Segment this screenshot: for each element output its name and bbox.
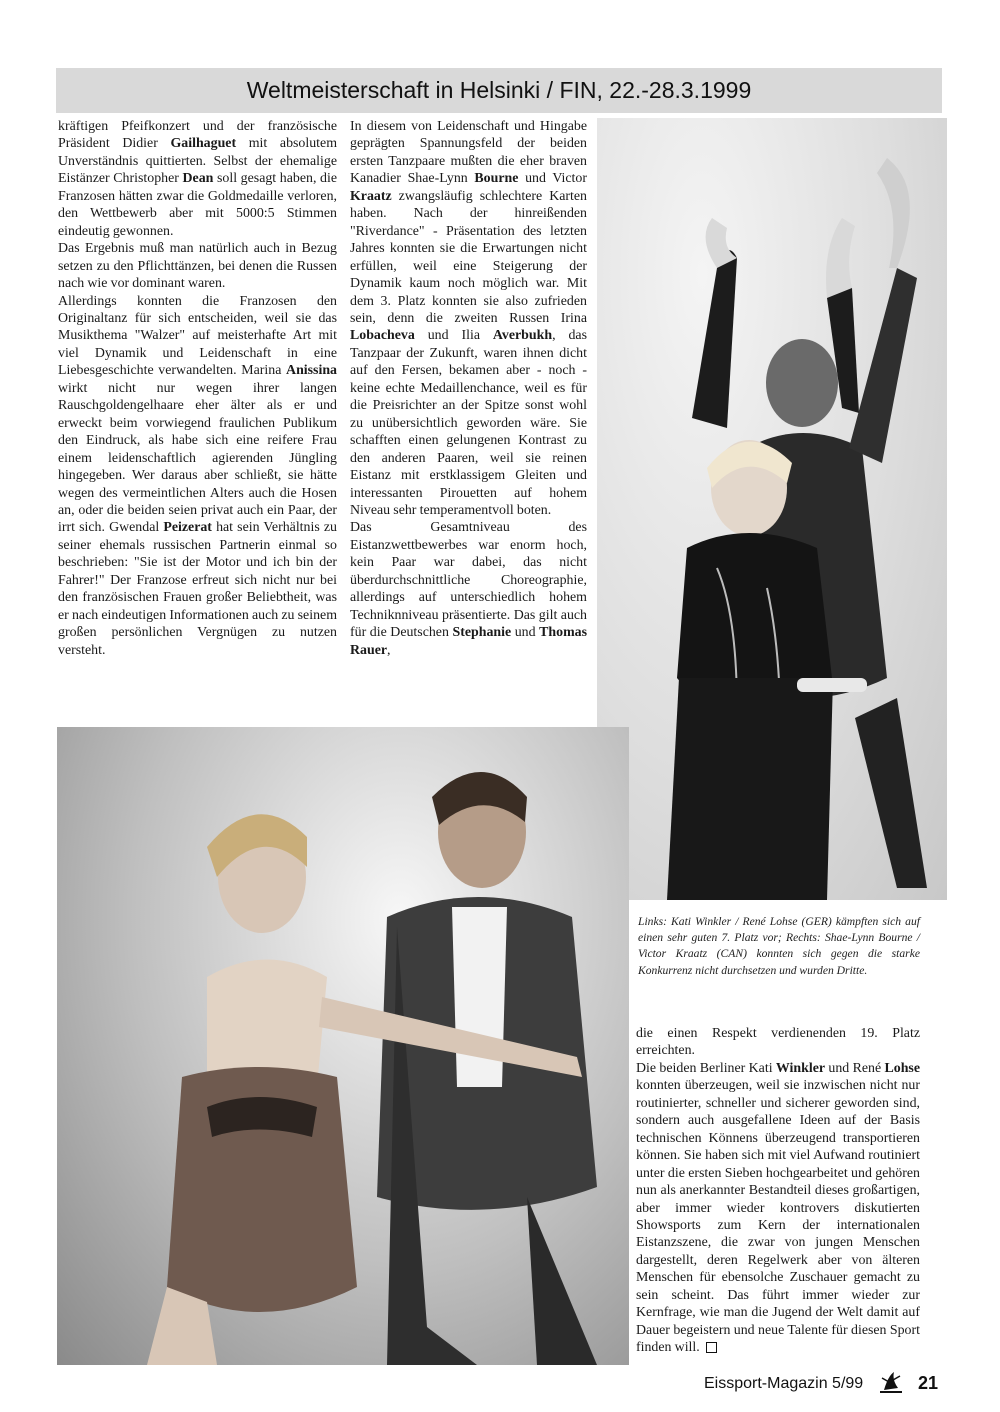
end-of-article-mark bbox=[706, 1342, 717, 1353]
article-column-1 bbox=[58, 118, 337, 659]
paragraph: kräftigen Pfeifkonzert und der französische Präsident Didier Gailhaguet mit absolutem Unverständnis quittierten. Selbst der ehemalige Eistänzer Christopher Dean soll gesagt haben, die Franzosen hätten zwar die Goldmedaille verloren, den Wettbewerb aber mit 5000:5 Stimmen eindeutig gewonnen. bbox=[58, 119, 338, 239]
magazine-name: Eissport-Magazin 5/99 bbox=[704, 1375, 864, 1392]
page-number: 21 bbox=[918, 1373, 939, 1393]
paragraph: Das Gesamtniveau des Eistanzwettbewerbes war enorm hoch, kein Paar war dabei, das nicht überdurchschnittliche Choreographie, allerdings auf unterschiedlich hohem Techniknniveau präsentierte. Das gilt auch für die Deutschen Stephanie und Thomas Rauer, bbox=[350, 520, 587, 658]
paragraph: Allerdings konnten die Franzosen den Originaltanz für sich entscheiden, weil sie das Musikthema "Walzer" auf meisterhafte Art mit viel Dynamik und Leidenschaft in eine Liebesgeschichte verwandelten. Marina Anissina wirkt nicht nur wegen ihrer langen Rauschgoldengelhaare eher älter als er und erweckt beim vorwiegend fraulichen Publikum den Eindruck, als habe sich eine reifere Frau einem leidenschaftlich agierenden Jüngling hingegeben. Wer daraus aber schließt, sie hätte wegen des vermeintlichen Alters auch die Hosen an, oder die beiden seien privat auch ein Paar, der irrt sich. Gwendal Peizerat hat sein Verhältnis zu seiner ehemals russischen Partnerin einmal so beschrieben: "Sie ist der Motor und ich bin der Fahrer!" Der Franzose erfreut sich nicht nur bei den französischen Frauen großer Beliebtheit, was er nach eindeutigen Informationen auch zu seinem großen persönlichen Vergnügen zu nutzen versteht. bbox=[58, 293, 337, 658]
header-band bbox=[56, 68, 942, 113]
article-column-2 bbox=[350, 118, 587, 659]
paragraph: die einen Respekt verdienenden 19. Platz erreichten. bbox=[636, 1026, 920, 1059]
paragraph: Das Ergebnis muß man natürlich auch in Bezug setzen zu den Pflichttänzen, bei denen die Russen nach wie vor dominant waren. bbox=[58, 241, 337, 292]
photo-winkler-lohse bbox=[57, 727, 629, 1365]
photo-caption: Links: Kati Winkler / René Lohse (GER) kämpften sich auf einen sehr guten 7. Platz vor; Rechts: Shae-Lynn Bourne / Victor Kraatz (CAN) konnten sich gegen die starke Konkurrenz nicht durchsetzen und wurden Dritte. bbox=[638, 915, 920, 977]
paragraph: In diesem von Leidenschaft und Hingabe geprägten Spannungsfeld der beiden ersten Tanzpaare mußten die eher braven Kanadier Shae-Lynn Bourne und Victor Kraatz zwangsläufig schlechtere Karten haben. Nach der hinreißenden "Riverdance" - Präsentation des letzten Jahres konnten sie die Erwartungen nicht erfüllen, weil eine Steigerung der Dynamik kaum noch möglich war. Mit dem 3. Platz konnten sie also zufrieden sein, denn die zweiten Russen Irina Lobacheva und Ilia Averbukh, das Tanzpaar der Zukunft, waren ihnen dicht auf den Fersen, bekamen aber - noch - keine echte Medaillenchance, weil es für die Preisrichter an der Spitze sonst wohl zu unübersichtlich geworden wäre. Sie schafften einen gelungenen Kontrast zu den anderen Paaren, weil sie reinen Eistanz mit erstklassigem Gleiten und interessanten Pirouetten auf hohem Niveau sehr temperamentvoll boten. bbox=[350, 119, 587, 518]
page-title: Weltmeisterschaft in Helsinki / FIN, 22.-28.3.1999 bbox=[246, 77, 752, 103]
photo-bourne-kraatz bbox=[597, 118, 947, 900]
article-column-3 bbox=[636, 1025, 920, 1357]
paragraph: Die beiden Berliner Kati Winkler und René Lohse konnten überzeugen, weil sie inzwischen nicht nur routinierter, schneller und sicherer geworden sind, sondern auch ausgefallene Ideen auf der Basis technischen Könnens überzeugend transportieren können. Sie haben sich mit viel Aufwand routiniert unter die ersten Sieben hochgearbeitet und gehören nun als anerkannter Bestandteil dieses großartigen, aber immer wieder kontrovers diskutierten Showsports zum Kern der internationalen Eistanzszene, die zwar von jungen Menschen dargestellt, deren Regelwerk aber von älteren Menschen für ebensolche Zuschauer gemacht zu sein scheint. Das führt immer wieder zur Kernfrage, wie man die Jugend der Welt damit auf Dauer begeistern und neue Talente für diesen Sport finden will. bbox=[636, 1060, 920, 1356]
skater-logo-icon bbox=[876, 1368, 906, 1396]
